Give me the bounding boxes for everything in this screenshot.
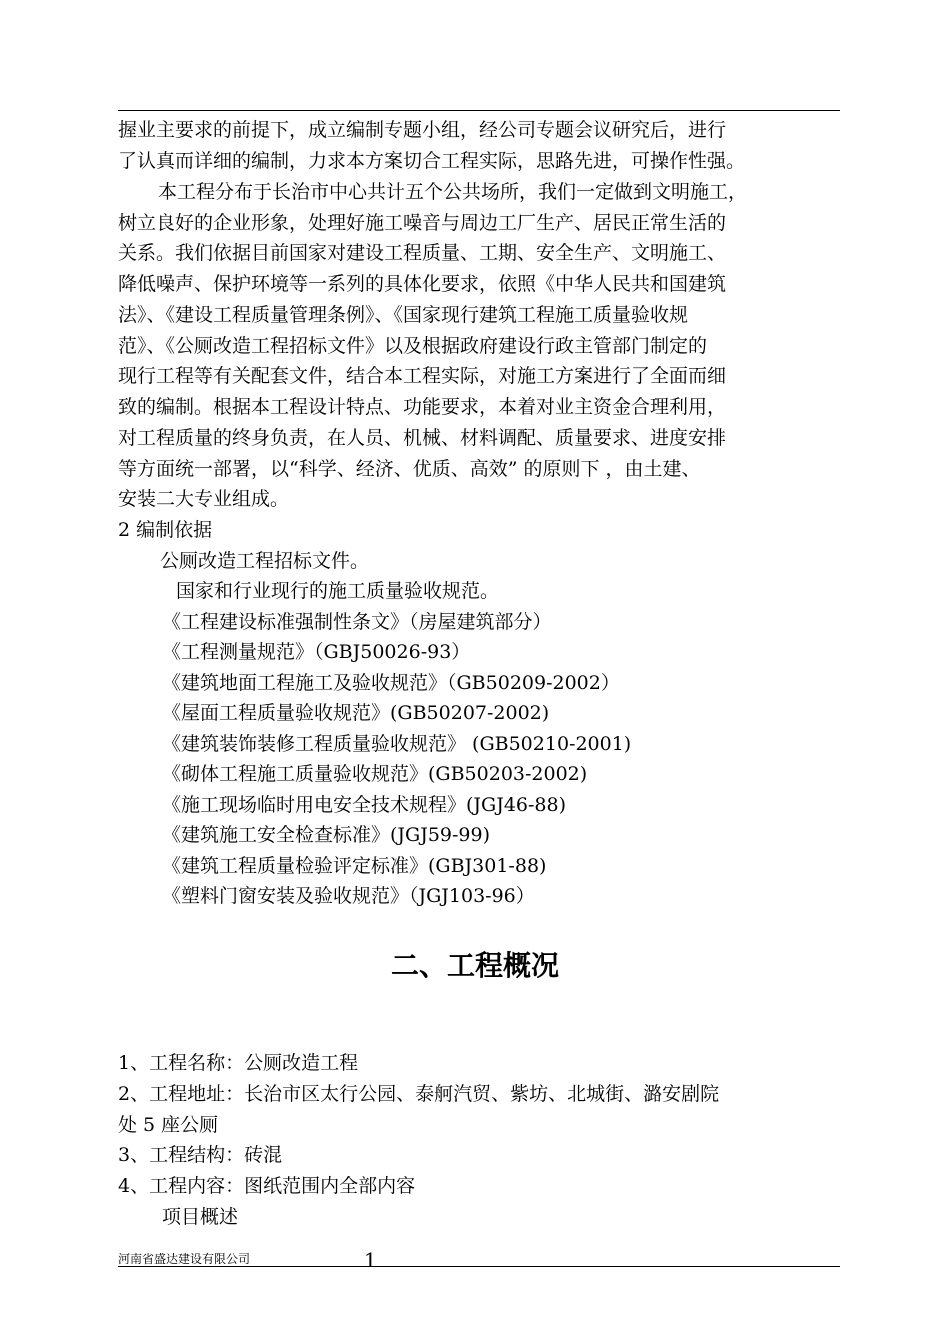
standard-item: 《工程测量规范》（GBJ50026-93） [162, 641, 471, 663]
header-rule [118, 110, 840, 111]
chapter-title: 二、工程概况 [390, 949, 559, 982]
overview-item-name: 1、工程名称：公厕改造工程 [118, 1052, 359, 1074]
paragraph-line: 关系。我们依据目前国家对建设工程质量、工期、安全生产、文明施工、 [118, 242, 727, 264]
standard-item: 《建筑装饰装修工程质量验收规范》 (GB50210-2001) [162, 733, 632, 755]
standard-item: 《屋面工程质量验收规范》(GB50207-2002) [162, 702, 550, 724]
basis-item: 公厕改造工程招标文件。 [160, 550, 370, 572]
overview-item-address-cont: 处 5 座公厕 [118, 1114, 219, 1136]
footer-rule [118, 1266, 840, 1267]
standard-item: 《工程建设标准强制性条文》（房屋建筑部分） [162, 611, 552, 633]
standard-item: 《建筑工程质量检验评定标准》(GBJ301-88) [162, 855, 547, 877]
section-heading-basis: 2 编制依据 [118, 519, 213, 541]
standard-item: 《建筑施工安全检查标准》(JGJ59-99) [162, 824, 491, 846]
standard-item: 《砌体工程施工质量验收规范》(GB50203-2002) [162, 763, 588, 785]
paragraph-line: 致的编制。根据本工程设计特点、功能要求，本着对业主资金合理利用， [118, 396, 727, 418]
paragraph-line: 范》、《公厕改造工程招标文件》以及根据政府建设行政主管部门制定的 [118, 335, 708, 357]
paragraph-line: 对工程质量的终身负责，在人员、机械、材料调配、质量要求、进度安排 [118, 427, 727, 449]
paragraph-line: 等方面统一部署，以“科学、经济、优质、高效” 的原则下 ，由土建、 [118, 458, 701, 480]
paragraph-line: 现行工程等有关配套文件，结合本工程实际，对施工方案进行了全面而细 [118, 365, 727, 387]
footer-company: 河南省盛达建设有限公司 [118, 1252, 251, 1266]
standard-item: 《塑料门窗安装及验收规范》（JGJ103-96） [162, 885, 535, 907]
intro-line-2: 了认真而详细的编制，力求本方案切合工程实际，思路先进，可操作性强。 [118, 150, 746, 172]
paragraph-line: 安装二大专业组成。 [118, 488, 290, 510]
intro-line-1: 握业主要求的前提下，成立编制专题小组，经公司专题会议研究后，进行 [118, 119, 727, 141]
standard-item: 《施工现场临时用电安全技术规程》(JGJ46-88) [162, 794, 567, 816]
overview-item-content: 4、工程内容：图纸范围内全部内容 [118, 1175, 416, 1197]
overview-item-structure: 3、工程结构：砖混 [118, 1144, 283, 1166]
paragraph-line: 降低噪声、保护环境等一系列的具体化要求，依照《中华人民共和国建筑 [118, 273, 727, 295]
page-number: 1 [364, 1248, 377, 1272]
paragraph-line: 树立良好的企业形象，处理好施工噪音与周边工厂生产、居民正常生活的 [118, 212, 727, 234]
project-overview-subheading: 项目概述 [162, 1206, 239, 1228]
basis-item: 国家和行业现行的施工质量验收规范。 [176, 580, 500, 602]
standard-item: 《建筑地面工程施工及验收规范》（GB50209-2002） [162, 672, 620, 694]
paragraph-line: 法》、《建设工程质量管理条例》、《国家现行建筑工程施工质量验收规 [118, 304, 689, 326]
paragraph-line: 本工程分布于长治市中心共计五个公共场所，我们一定做到文明施工， [158, 181, 748, 203]
overview-item-address: 2、工程地址：长治市区太行公园、泰舸汽贸、紫坊、北城街、潞安剧院 [118, 1083, 720, 1105]
